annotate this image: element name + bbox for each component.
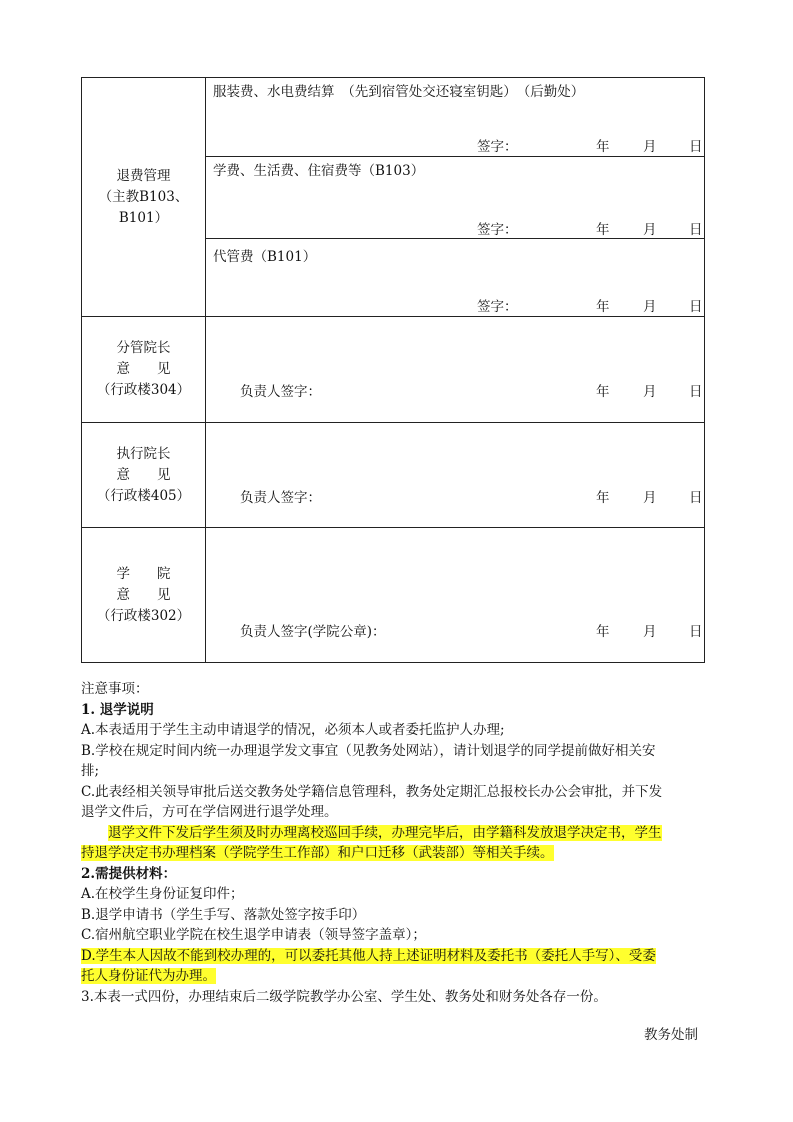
label-line: B101） <box>118 209 169 226</box>
note-1b-line2: 排; <box>81 763 100 779</box>
item-title: 服装费、水电费结算 （先到宿管处交还寝室钥匙） （后勤处） <box>213 84 585 100</box>
note-3: 3.本表一式四份，办理结束后二级学院教学办公室、学生处、教务处和财务处各存一份。 <box>81 988 607 1005</box>
label-line: 学 院 <box>116 565 171 582</box>
note-2c: C.宿州航空职业学院在校生退学申请表（领导签字盖章）； <box>81 927 426 943</box>
refund-item-uniform-utilities <box>206 78 705 157</box>
label-line: （主教B103、 <box>98 188 189 205</box>
label-line: 意 见 <box>116 466 171 483</box>
month-label: 月 <box>643 139 657 155</box>
signature-label: 签字： <box>477 222 518 238</box>
note-2b: B.退学申请书（学生手写、落款处签字按手印） <box>81 906 366 923</box>
label-line: （行政楼302） <box>96 607 191 624</box>
signature-label: 签字： <box>477 299 518 315</box>
month-label: 月 <box>643 299 657 315</box>
item-title: 学费、生活费、住宿费等（B103） <box>213 163 425 179</box>
college-opinion-cell[interactable] <box>206 528 705 663</box>
note-2a: A.在校学生身份证复印件； <box>81 886 244 902</box>
day-label: 日 <box>689 490 703 506</box>
highlighted-note-line2: 持退学决定书办理档案（学院学生工作部）和户口迁移（武装部）等相关手续。 <box>81 845 554 861</box>
vice-dean-opinion-cell[interactable] <box>206 317 705 423</box>
label-line: 意 见 <box>116 361 171 377</box>
refund-item-custody <box>206 239 705 317</box>
issuer-footer: 教务处制 <box>644 1027 698 1043</box>
label-line: （行政楼405） <box>96 487 191 504</box>
year-label: 年 <box>596 490 610 506</box>
month-label: 月 <box>643 384 657 400</box>
year-label: 年 <box>596 299 610 315</box>
day-label: 日 <box>689 624 703 640</box>
responsible-signature-label: 负责人签字： <box>240 490 321 506</box>
note-1b-line1: B.学校在规定时间内统一办理退学发文事宜（见教务处网站），请计划退学的同学提前做好相关安 <box>81 742 656 759</box>
year-label: 年 <box>596 624 610 640</box>
section-2-title: 2.需提供材料： <box>81 865 177 882</box>
month-label: 月 <box>643 490 657 506</box>
year-label: 年 <box>596 384 610 400</box>
exec-dean-opinion-label <box>82 423 206 528</box>
day-label: 日 <box>689 222 703 238</box>
year-label: 年 <box>596 222 610 238</box>
exec-dean-opinion-cell[interactable] <box>206 423 705 528</box>
signature-label: 签字： <box>477 139 518 155</box>
year-label: 年 <box>596 139 610 155</box>
note-1a: A.本表适用于学生主动申请退学的情况，必须本人或者委托监护人办理; <box>81 722 505 738</box>
section-1-title: 1. 退学说明 <box>81 701 154 718</box>
month-label: 月 <box>643 222 657 238</box>
withdrawal-form-table <box>81 77 705 663</box>
vice-dean-opinion-label <box>82 317 206 423</box>
highlighted-note-2d-line1: D.学生本人因故不能到校办理的，可以委托其他人持上述证明材料及委托书（委托人手写）、受委 <box>81 947 656 964</box>
refund-item-tuition <box>206 157 705 239</box>
day-label: 日 <box>689 384 703 400</box>
responsible-signature-label: 负责人签字： <box>240 384 321 400</box>
notes-section <box>81 679 721 1007</box>
month-label: 月 <box>643 624 657 640</box>
item-title: 代管费（B101） <box>213 249 317 265</box>
note-1c-line1: C.此表经相关领导审批后送交教务处学籍信息管理科，教务处定期汇总报校长办公会审批，并下发 <box>81 783 663 800</box>
day-label: 日 <box>689 139 703 155</box>
note-1c-line2: 退学文件后，方可在学信网进行退学处理。 <box>81 804 338 820</box>
college-opinion-label <box>82 528 206 663</box>
label-line: 执行院长 <box>116 445 171 462</box>
highlighted-note-line1: 退学文件下发后学生须及时办理离校巡回手续，办理完毕后，由学籍科发放退学决定书，学生 <box>108 824 662 841</box>
refund-management-label <box>82 78 206 317</box>
highlighted-note-2d-line2: 托人身份证代为办理。 <box>81 968 216 984</box>
label-line: （行政楼304） <box>96 382 191 398</box>
notes-heading: 注意事项： <box>81 681 149 697</box>
label-line: 分管院长 <box>116 340 171 356</box>
label-line: 意 见 <box>116 586 171 603</box>
day-label: 日 <box>689 299 703 315</box>
label-line: 退费管理 <box>116 167 171 184</box>
responsible-signature-seal-label: 负责人签字(学院公章)： <box>240 624 386 640</box>
